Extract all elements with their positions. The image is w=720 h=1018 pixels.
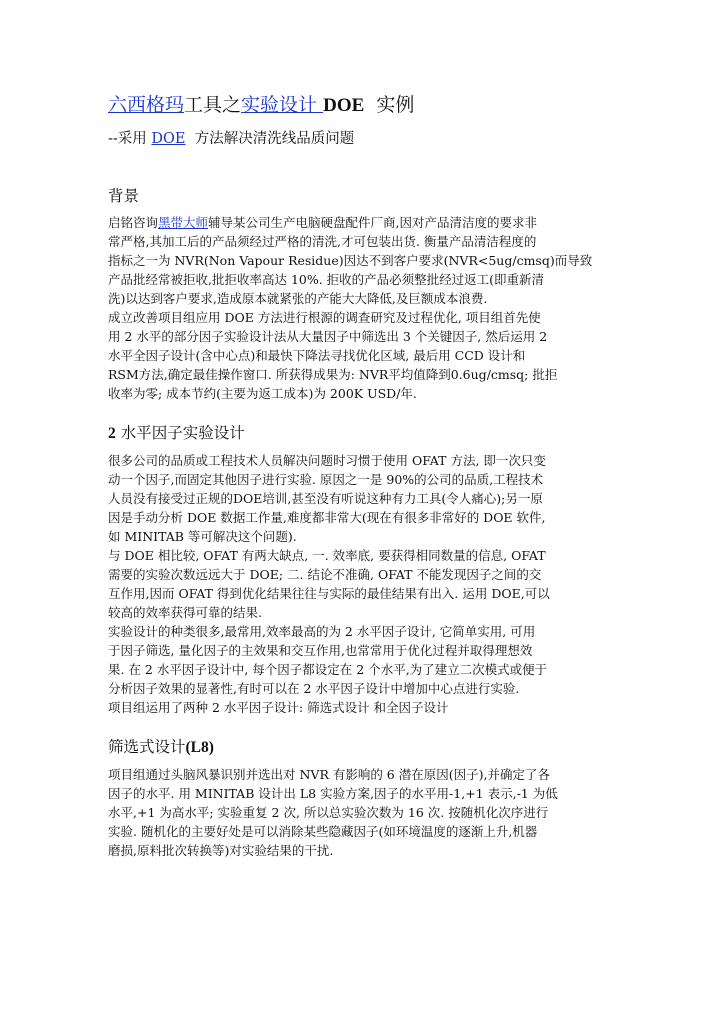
- paragraph-line: 水平,+1 为高水平; 实验重复 2 次, 所以总实验次数为 16 次. 按随机化次序进行: [108, 805, 549, 820]
- paragraph-line: 因子的水平. 用 MINITAB 设计出 L8 实验方案,因子的水平用-1,+1 表示,-1 为低: [108, 786, 558, 801]
- background-intro-text: 启铭咨询: [108, 215, 159, 230]
- two-level-paragraph-2: [108, 546, 618, 622]
- paragraph-line: 果. 在 2 水平因子设计中, 每个因子都设定在 2 个水平,为了建立二次模式或便于: [108, 662, 548, 677]
- paragraph-line: 很多公司的品质或工程技术人员解决问题时习惯于使用 OFAT 方法, 即一次只变: [108, 453, 546, 468]
- subtitle-link-doe[interactable]: DOE: [151, 131, 186, 147]
- background-paragraph-2: [108, 308, 618, 403]
- paragraph-line: 如 MINITAB 等可解决这个问题).: [108, 529, 297, 544]
- subtitle-prefix: --采用: [108, 131, 147, 147]
- paragraph-line: 水平全因子设计(含中心点)和最快下降法寻找优化区域, 最后用 CCD 设计和: [108, 348, 526, 363]
- title-doe: DOE: [323, 95, 365, 116]
- paragraph-line: RSM方法,确定最佳操作窗口. 所获得成果为: NVR平均值降到0.6ug/cmsq; 批拒: [108, 367, 558, 382]
- section-heading-screening: [108, 736, 618, 759]
- background-paragraph-1: [108, 213, 618, 308]
- paragraph-line: 项目组运用了两种 2 水平因子设计: 筛选式设计 和全因子设计: [108, 700, 449, 715]
- paragraph-line: 产品批经常被拒收,批拒收率高达 10%. 拒收的产品必须整批经过返工(即重新清: [108, 272, 545, 287]
- two-level-paragraph-4: [108, 698, 618, 717]
- document-subtitle: [108, 129, 618, 149]
- paragraph-line: 较高的效率获得可靠的结果.: [108, 605, 262, 620]
- paragraph-line: 收率为零; 成本节约(主要为返工成本)为 200K USD/年.: [108, 386, 417, 401]
- paragraph-line: 成立改善项目组应用 DOE 方法进行根源的调查研究及过程优化, 项目组首先使: [108, 310, 541, 325]
- paragraph-line: 实验. 随机化的主要好处是可以消除某些隐藏因子(如环境温度的逐渐上升,机器: [108, 824, 538, 839]
- title-link-experiment-design[interactable]: 实验设计: [241, 94, 318, 116]
- paragraph-line: 互作用,因而 OFAT 得到优化结果往往与实际的最佳结果有出入. 运用 DOE,可以: [108, 586, 550, 601]
- paragraph-line-text: 辅导某公司生产电脑硬盘配件厂商,因对产品清洁度的要求非: [208, 215, 538, 230]
- screening-paragraph-1: [108, 765, 618, 860]
- heading-number: 2: [108, 425, 116, 442]
- document-title: [108, 92, 618, 119]
- paragraph-line: 磨损,原料批次转换等)对实验结果的干扰.: [108, 843, 334, 858]
- heading-text: 水平因子实验设计: [120, 424, 245, 442]
- paragraph-line: 动一个因子,而固定其他因子进行实验. 原因之一是 90%的公司的品质,工程技术: [108, 472, 544, 487]
- paragraph-line: 实验设计的种类很多,最常用,效率最高的为 2 水平因子设计, 它简单实用, 可用: [108, 624, 536, 639]
- two-level-paragraph-1: [108, 451, 618, 546]
- subtitle-suffix: 方法解决清洗线品质问题: [194, 131, 355, 147]
- two-level-paragraph-3: [108, 622, 618, 698]
- paragraph-line: [108, 213, 618, 232]
- paragraph-line: 于因子筛选, 量化因子的主效果和交互作用,也常常用于优化过程并取得理想效: [108, 643, 533, 658]
- document-page: [108, 92, 618, 860]
- paragraph-line: 与 DOE 相比较, OFAT 有两大缺点, 一. 效率底, 要获得相同数量的信息, OFAT: [108, 548, 546, 563]
- title-suffix: 实例: [376, 94, 415, 116]
- section-heading-two-level: [108, 422, 618, 445]
- title-link-six-sigma[interactable]: 六西格玛: [108, 94, 185, 116]
- paragraph-line: 人员没有接受过正规的DOE培训,甚至没有听说这种有力工具(令人痛心);另一原: [108, 491, 543, 506]
- paragraph-line: 因是手动分析 DOE 数据工作量,难度都非常大(现在有很多非常好的 DOE 软件,: [108, 510, 546, 525]
- section-heading-background: 背景: [108, 187, 140, 205]
- paragraph-line: 常严格,其加工后的产品须经过严格的清洗,才可包装出货. 衡量产品清洁程度的: [108, 234, 537, 249]
- paragraph-line: 需要的实验次数远远大于 DOE; 二. 结论不准确, OFAT 不能发现因子之间的交: [108, 567, 542, 582]
- paragraph-line: 项目组通过头脑风暴识别并选出对 NVR 有影响的 6 潜在原因(因子),并确定了各: [108, 767, 550, 782]
- heading-text: 筛选式设计: [108, 738, 186, 756]
- heading-l8: (L8): [185, 739, 214, 756]
- paragraph-line: 用 2 水平的部分因子实验设计法从大量因子中筛选出 3 个关键因子, 然后运用 2: [108, 329, 548, 344]
- paragraph-line: 指标之一为 NVR(Non Vapour Residue)因达不到客户要求(NVR<5ug/cmsq)而导致: [108, 253, 593, 268]
- paragraph-line: 分析因子效果的显著性,有时可以在 2 水平因子设计中增加中心点进行实验.: [108, 681, 520, 696]
- link-black-belt-master[interactable]: 黑带大师: [158, 215, 209, 230]
- title-text: 工具之: [184, 94, 242, 116]
- paragraph-line: 洗)以达到客户要求,造成原本就紧张的产能大大降低,及巨额成本浪费.: [108, 291, 488, 306]
